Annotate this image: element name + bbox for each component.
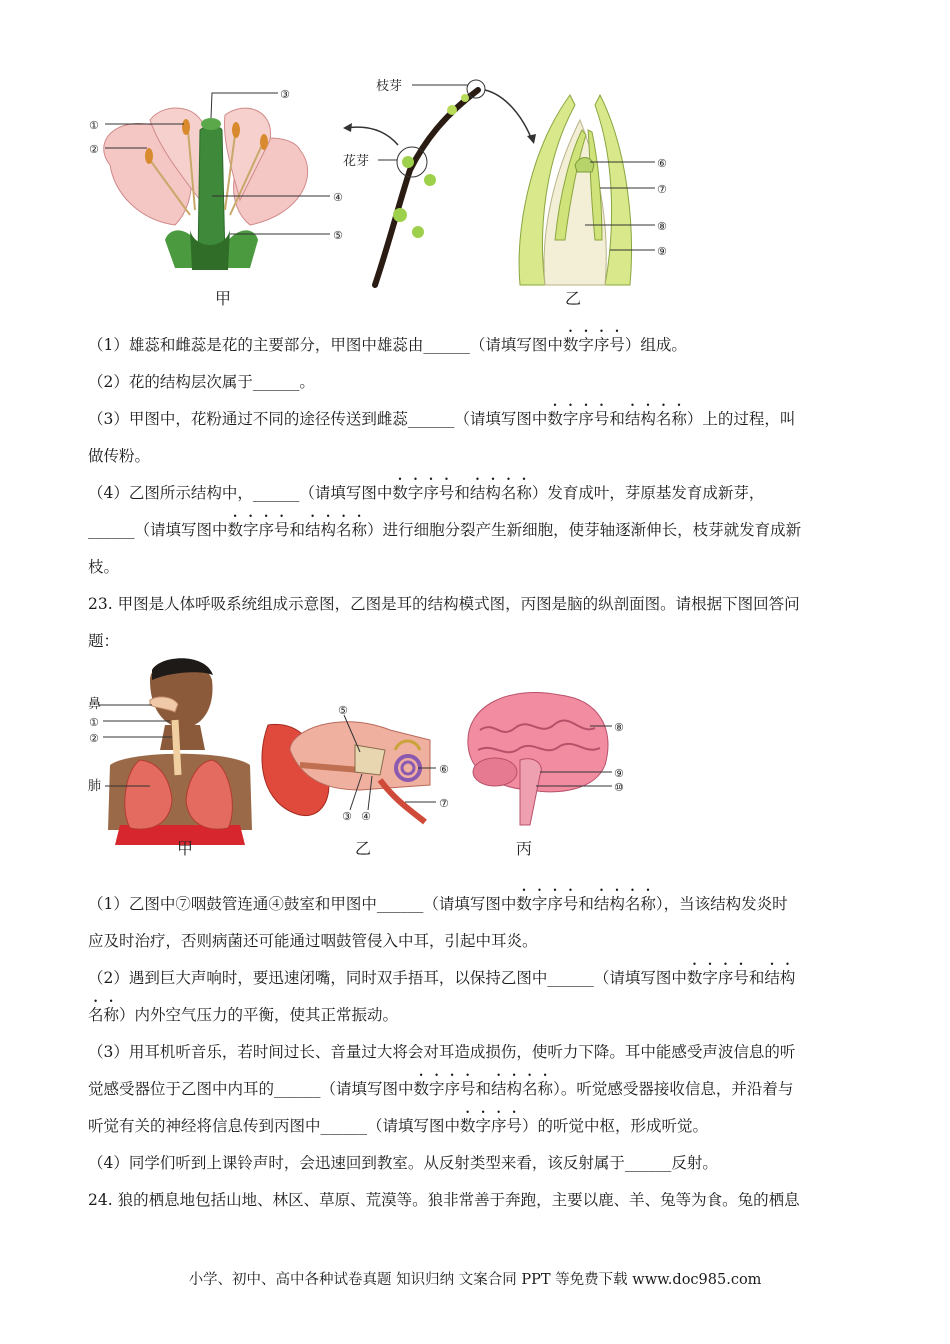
flower-number-4: ④: [333, 191, 343, 204]
q23-intro-line2: 题：: [88, 632, 120, 650]
brain-number-9: ⑨: [614, 767, 624, 780]
flower-bud-label: 花芽: [343, 154, 370, 169]
q22-part2: （2）花的结构层次属于______。: [88, 373, 315, 391]
flower-number-1: ①: [89, 119, 99, 132]
brain-number-10: ⑩: [614, 781, 624, 794]
resp-caption: 甲: [177, 839, 194, 858]
q22-part4-cont: ______（请填写图中数字序号和结构名称）进行细胞分裂产生新细胞，使芽轴逐渐伸长，枝芽就发育成新: [88, 521, 802, 539]
q23-part3-cont: 觉感受器位于乙图中内耳的______（请填写图中数字序号和结构名称）。听觉感受器接收信息，并沿着与: [88, 1080, 794, 1098]
resp-number-2: ②: [89, 732, 99, 745]
q22-part1: （1）雄蕊和雌蕊是花的主要部分，甲图中雄蕊由______（请填写图中数字序号）组成。: [88, 336, 687, 354]
respiratory-system-drawing: [98, 658, 252, 845]
q22-part3-cont: 做传粉。: [88, 447, 151, 465]
ear-number-6: ⑥: [439, 763, 449, 776]
q22-part3: （3）甲图中，花粉通过不同的途径传送到雌蕊______（请填写图中数字序号和结构名称）上的过程，叫: [88, 410, 796, 428]
nose-label: 鼻: [88, 697, 102, 712]
flower-caption: 甲: [215, 289, 232, 308]
q23-part2-cont: 名称）内外空气压力的平衡，使其正常振动。: [88, 1006, 399, 1024]
ear-caption: 乙: [355, 839, 372, 858]
bud-number-9: ⑨: [657, 245, 667, 258]
q22-part4: （4）乙图所示结构中，______（请填写图中数字序号和结构名称）发育成叶，芽原基发育成新芽，: [88, 484, 765, 502]
q23-part1-cont: 应及时治疗，否则病菌还可能通过咽鼓管侵入中耳，引起中耳炎。: [88, 932, 538, 950]
q23-part4: （4）同学们听到上课铃声时，会迅速回到教室。从反射类型来看，该反射属于______反射。: [88, 1154, 718, 1172]
ear-drawing: [262, 715, 436, 822]
question-22-parts: [88, 327, 863, 660]
q23-intro-line1: 23. 甲图是人体呼吸系统组成示意图，乙图是耳的结构模式图，丙图是脑的纵剖面图。请根据下图回答问: [88, 595, 800, 613]
q22-part4-end: 枝。: [88, 558, 120, 576]
flower-bud-illustration: [0, 0, 950, 320]
lung-label: 肺: [88, 779, 102, 794]
flower-number-5: ⑤: [333, 229, 343, 242]
bud-section-drawing: [519, 95, 655, 285]
bud-number-8: ⑧: [657, 220, 667, 233]
brain-caption: 丙: [516, 839, 533, 858]
figure-respiratory-ear-brain: [0, 650, 950, 870]
q23-part2: （2）遇到巨大声响时，要迅速闭嘴，同时双手捂耳，以保持乙图中______（请填写图中数字序号和结构: [88, 969, 796, 987]
branch-drawing: [343, 80, 536, 285]
flower-drawing: [104, 93, 330, 270]
page-footer: 小学、初中、高中各种试卷真题 知识归纳 文案合同 PPT 等免费下载 www.doc985.com: [188, 1272, 762, 1288]
flower-number-3: ③: [280, 88, 290, 101]
ear-number-3: ③: [342, 810, 352, 823]
question-23-parts: [88, 886, 863, 1219]
resp-number-1: ①: [89, 716, 99, 729]
q23-part1: （1）乙图中⑦咽鼓管连通④鼓室和甲图中______（请填写图中数字序号和结构名称），当该结构发炎时: [88, 895, 788, 913]
branch-bud-label: 枝芽: [376, 79, 403, 94]
bud-caption: 乙: [565, 289, 582, 308]
q23-part3: （3）用耳机听音乐，若时间过长、音量过大将会对耳造成损伤，使听力下降。耳中能感受声波信息的听: [88, 1043, 796, 1061]
brain-number-8: ⑧: [614, 721, 624, 734]
ear-number-4: ④: [361, 810, 371, 823]
ear-number-5: ⑤: [338, 704, 348, 717]
ear-number-7: ⑦: [439, 797, 449, 810]
bud-number-7: ⑦: [657, 183, 667, 196]
q23-part3-end: 听觉有关的神经将信息传到丙图中______（请填写图中数字序号）的听觉中枢，形成听觉。: [88, 1117, 709, 1135]
flower-number-2: ②: [89, 143, 99, 156]
brain-drawing: [468, 692, 612, 825]
bud-number-6: ⑥: [657, 157, 667, 170]
q24-intro: 24. 狼的栖息地包括山地、林区、草原、荒漠等。狼非常善于奔跑，主要以鹿、羊、兔等为食。兔的栖息: [88, 1191, 800, 1209]
